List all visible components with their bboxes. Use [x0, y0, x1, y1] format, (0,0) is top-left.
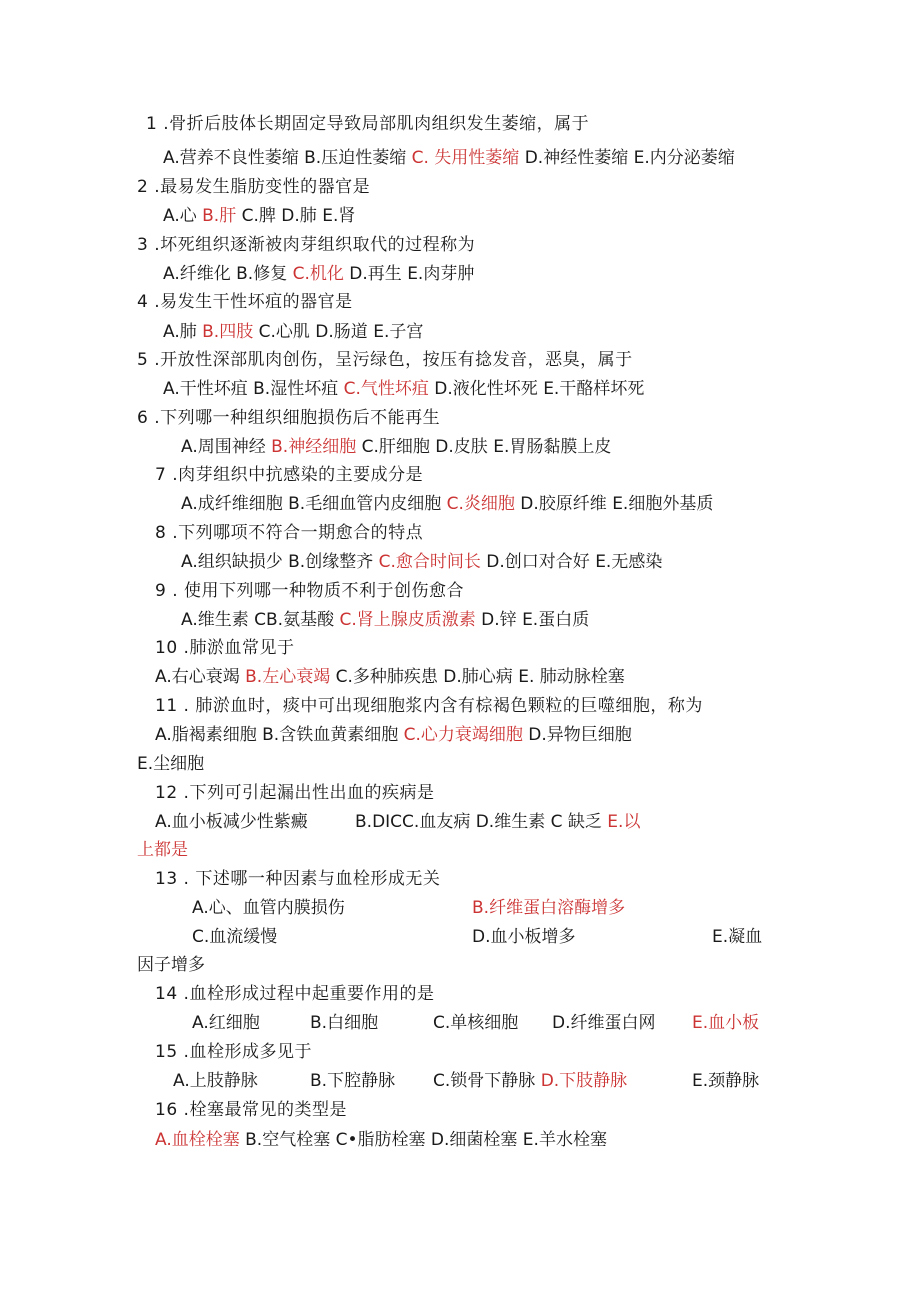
- question-15-option-b: B.下腔静脉: [310, 1071, 396, 1091]
- question-12-answer-cont: 上都是: [137, 840, 188, 860]
- correct-answer: B.左心衰竭: [245, 667, 331, 687]
- question-8-stem: 8 .下列哪项不符合一期愈合的特点: [155, 523, 424, 543]
- question-10-stem: 10 .肺淤血常见于: [155, 638, 295, 658]
- question-11-options: A.脂褐素细胞 B.含铁血黄素细胞 C.心力衰竭细胞 D.异物巨细胞: [155, 725, 632, 745]
- question-12-option-a: A.血小板减少性紫癜: [155, 812, 308, 832]
- question-14-stem: 14 .血栓形成过程中起重要作用的是: [155, 984, 435, 1004]
- question-14-option-c: C.单核细胞: [433, 1013, 519, 1033]
- question-11-option-e: E.尘细胞: [137, 754, 205, 774]
- correct-answer: C.炎细胞: [446, 494, 515, 514]
- question-15-option-a: A.上肢静脉: [173, 1071, 258, 1091]
- question-13-option-a: A.心、血管内膜损伤: [192, 898, 345, 918]
- correct-answer: C.肾上腺皮质激素: [339, 610, 476, 630]
- correct-answer: B.肝: [202, 206, 237, 226]
- question-3-options: A.纤维化 B.修复 C.机化 D.再生 E.肉芽肿: [163, 264, 475, 284]
- question-15-option-e: E.颈静脉: [692, 1071, 760, 1091]
- question-3-stem: 3 .坏死组织逐渐被肉芽组织取代的过程称为: [137, 235, 476, 255]
- question-1-stem: 1 .骨折后肢体长期固定导致局部肌肉组织发生萎缩，属于: [146, 114, 590, 134]
- question-13-option-d: D.血小板增多: [472, 927, 576, 947]
- question-13-option-e-cont: 因子增多: [137, 955, 205, 975]
- question-4-stem: 4 .易发生干性坏疽的器官是: [137, 292, 353, 312]
- correct-answer: B.纤维蛋白溶酶增多: [472, 898, 626, 918]
- question-9-stem: 9 . 使用下列哪一种物质不利于创伤愈合: [155, 581, 465, 601]
- question-2-stem: 2 .最易发生脂肪变性的器官是: [137, 177, 371, 197]
- question-12-stem: 12 .下列可引起漏出性出血的疾病是: [155, 783, 435, 803]
- question-8-options: A.组织缺损少 B.创缘整齐 C.愈合时间长 D.创口对合好 E.无感染: [181, 552, 663, 572]
- question-12-options: B.DICC.血友病 D.维生素 C 缺乏 E.以: [355, 812, 641, 832]
- question-5-options: A.干性坏疽 B.湿性坏疽 C.气性坏疽 D.液化性坏死 E.干酪样坏死: [163, 379, 645, 399]
- question-15-options: C.锁骨下静脉 D.下肢静脉: [433, 1071, 628, 1091]
- correct-answer: C.气性坏疽: [343, 379, 429, 399]
- correct-answer: C. 失用性萎缩: [411, 148, 520, 168]
- question-14-option-d: D.纤维蛋白网: [552, 1013, 656, 1033]
- question-10-options: A.右心衰竭 B.左心衰竭 C.多种肺疾患 D.肺心病 E. 肺动脉栓塞: [155, 667, 625, 687]
- question-16-stem: 16 .栓塞最常见的类型是: [155, 1100, 347, 1120]
- question-1-options: A.营养不良性萎缩 B.压迫性萎缩 C. 失用性萎缩 D.神经性萎缩 E.内分泌萎缩: [163, 148, 735, 168]
- question-15-stem: 15 .血栓形成多见于: [155, 1042, 312, 1062]
- correct-answer: E.血小板: [692, 1013, 760, 1033]
- question-4-options: A.肺 B.四肢 C.心肌 D.肠道 E.子宫: [163, 322, 424, 342]
- question-2-options: A.心 B.肝 C.脾 D.肺 E.肾: [163, 206, 356, 226]
- correct-answer: D.下肢静脉: [540, 1071, 628, 1091]
- question-13-option-c: C.血流缓慢: [192, 927, 278, 947]
- question-14-option-a: A.红细胞: [192, 1013, 260, 1033]
- correct-answer: B.四肢: [202, 322, 254, 342]
- question-14-option-b: B.白细胞: [310, 1013, 379, 1033]
- correct-answer: C.愈合时间长: [378, 552, 481, 572]
- correct-answer: C.机化: [292, 264, 344, 284]
- question-9-options: A.维生素 CB.氨基酸 C.肾上腺皮质激素 D.锌 E.蛋白质: [181, 610, 590, 630]
- question-7-options: A.成纤维细胞 B.毛细血管内皮细胞 C.炎细胞 D.胶原纤维 E.细胞外基质: [181, 494, 714, 514]
- question-16-options: A.血栓栓塞 B.空气栓塞 C•脂肪栓塞 D.细菌栓塞 E.羊水栓塞: [155, 1130, 607, 1150]
- question-6-stem: 6 .下列哪一种组织细胞损伤后不能再生: [137, 408, 441, 428]
- question-6-options: A.周围神经 B.神经细胞 C.肝细胞 D.皮肤 E.胃肠黏膜上皮: [181, 437, 612, 457]
- correct-answer: C.心力衰竭细胞: [403, 725, 523, 745]
- question-13-option-e: E.凝血: [712, 927, 763, 947]
- question-11-stem: 11 . 肺淤血时，痰中可出现细胞浆内含有棕褐色颗粒的巨噬细胞，称为: [155, 696, 703, 716]
- question-13-stem: 13 . 下述哪一种因素与血栓形成无关: [155, 869, 441, 889]
- correct-answer: B.神经细胞: [271, 437, 357, 457]
- correct-answer: E.以: [607, 812, 641, 832]
- question-5-stem: 5 .开放性深部肌肉创伤，呈污绿色，按压有捻发音，恶臭，属于: [137, 350, 633, 370]
- correct-answer: A.血栓栓塞: [155, 1130, 240, 1150]
- question-7-stem: 7 .肉芽组织中抗感染的主要成分是: [155, 465, 424, 485]
